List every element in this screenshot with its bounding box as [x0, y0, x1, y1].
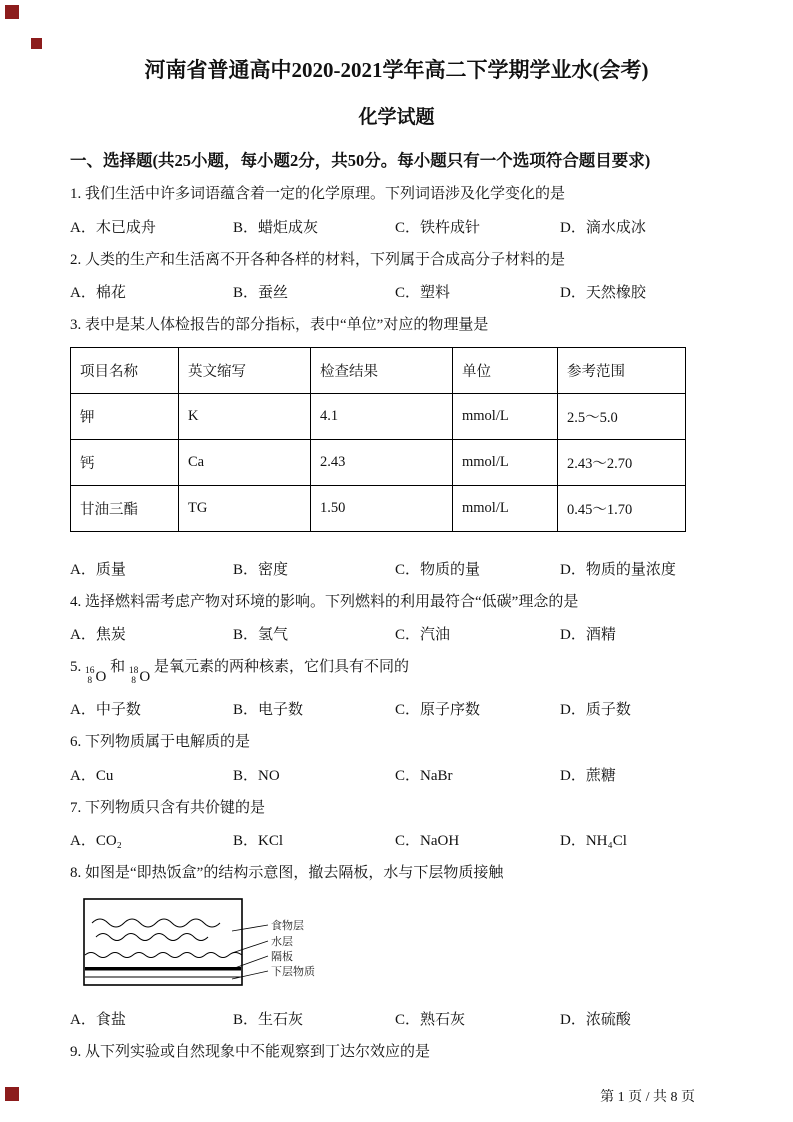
question-3-stem: 3. 表中是某人体检报告的部分指标，表中“单位”对应的物理量是	[70, 317, 489, 333]
question-6-stem: 6. 下列物质属于电解质的是	[70, 734, 251, 751]
page-title-line1: 河南省普通高中2020-2021学年高二下学期学业水(会考)	[144, 58, 649, 82]
option-b: B．电子数	[233, 702, 304, 719]
table-header-row	[71, 347, 686, 393]
table-cell: 2.43	[311, 439, 453, 485]
table-cell: 钾	[71, 393, 179, 439]
option-d: D．酒精	[560, 627, 616, 643]
question-3	[70, 314, 723, 579]
option-c: C．汽油	[395, 627, 451, 643]
option-a: A．棉花	[70, 285, 126, 301]
question-3-options	[70, 558, 723, 579]
question-7	[70, 797, 723, 851]
option-b: B．蚕丝	[233, 285, 289, 301]
option-b: B．蜡炬成灰	[233, 219, 319, 236]
question-4-options	[70, 623, 723, 644]
table-header-cell: 单位	[453, 347, 558, 393]
table-cell: 2.43～2.70	[558, 439, 686, 485]
isotope-mass-number: 18	[128, 666, 139, 676]
question-2	[70, 249, 723, 303]
table-row	[71, 439, 686, 485]
option-c: C．铁杵成针	[395, 219, 481, 236]
question-9-stem: 9. 从下列实验或自然现象中不能观察到丁达尔效应的是	[70, 1043, 431, 1060]
section-heading: 一、选择题(共25小题，每小题2分，共50分。每小题只有一个选项符合题目要求)	[70, 151, 651, 170]
option-d: D．物质的量浓度	[560, 561, 676, 578]
lunchbox-diagram-svg	[82, 893, 362, 993]
option-d: D．蔗糖	[560, 767, 616, 784]
option-a: A．焦炭	[70, 627, 126, 643]
option-c: C．NaOH	[395, 833, 460, 850]
option-d: D．NH₄Cl	[560, 833, 627, 850]
option-a: A．质量	[70, 561, 126, 578]
option-c: C．塑料	[395, 285, 451, 301]
table-cell: 钙	[71, 439, 179, 485]
table-row	[71, 485, 686, 531]
option-c: C．物质的量	[395, 561, 481, 578]
table-cell: mmol/L	[453, 439, 558, 485]
question-4	[70, 591, 723, 645]
table-cell: 0.45～1.70	[558, 485, 686, 531]
isotope-18-8-O	[129, 666, 150, 689]
option-a: A．中子数	[70, 702, 141, 719]
table-cell: K	[179, 393, 311, 439]
option-a: A．Cu	[70, 767, 114, 784]
question-7-stem: 7. 下列物质只含有共价键的是	[70, 799, 266, 816]
question-5-stem	[70, 656, 723, 688]
option-b: B．密度	[233, 561, 289, 578]
option-d: D．浓硫酸	[560, 1011, 631, 1028]
isotope-16-8-O	[85, 666, 106, 689]
page-number: 第 1 页 / 共 8 页	[600, 1090, 695, 1105]
label-food-layer: 食物层	[271, 919, 304, 932]
question-8	[70, 862, 723, 1029]
question-6-options	[70, 764, 723, 785]
question-9	[70, 1041, 723, 1064]
question-8-options	[70, 1008, 723, 1029]
isotope-symbol: O	[139, 668, 151, 685]
red-marker-bottom	[5, 1087, 19, 1101]
question-6	[70, 731, 723, 785]
option-a: A．CO₂	[70, 833, 122, 850]
isotope-atomic-number: 8	[131, 675, 136, 686]
option-c: C．原子序数	[395, 702, 481, 719]
page-title-line2: 化学试题	[358, 107, 435, 128]
question-5-options	[70, 698, 723, 719]
stem-text: 5.	[70, 659, 85, 675]
option-a: A．食盐	[70, 1011, 126, 1028]
question-5	[70, 656, 723, 719]
label-bottom-substance: 下层物质	[271, 965, 315, 978]
table-cell: 1.50	[311, 485, 453, 531]
table-cell: TG	[179, 485, 311, 531]
label-partition: 隔板	[271, 950, 293, 963]
question-8-stem: 8. 如图是“即热饭盒”的结构示意图，撤去隔板，水与下层物质接触	[70, 865, 504, 882]
red-marker-top-2	[31, 38, 42, 49]
table-header-cell: 参考范围	[558, 347, 686, 393]
table-header-cell: 检查结果	[311, 347, 453, 393]
table-row	[71, 393, 686, 439]
question-1-options	[70, 216, 723, 237]
health-report-table	[70, 347, 686, 532]
question-2-stem: 2. 人类的生产和生活离不开各种各样的材料，下列属于合成高分子材料的是	[70, 251, 566, 268]
table-cell: mmol/L	[453, 393, 558, 439]
table-cell: Ca	[179, 439, 311, 485]
red-marker-top-1	[5, 5, 19, 19]
option-d: D．天然橡胶	[560, 285, 646, 301]
question-1-stem: 1. 我们生活中许多词语蕴含着一定的化学原理。下列词语涉及化学变化的是	[70, 186, 566, 202]
table-cell: 2.5～5.0	[558, 393, 686, 439]
option-b: B．生石灰	[233, 1011, 304, 1028]
table-cell: 4.1	[311, 393, 453, 439]
question-7-options	[70, 829, 723, 850]
option-c: C．NaBr	[395, 767, 453, 784]
stem-text: 是氧元素的两种核素，它们具有不同的	[150, 659, 409, 675]
option-b: B．NO	[233, 767, 280, 784]
table-cell: mmol/L	[453, 485, 558, 531]
option-c: C．熟石灰	[395, 1011, 466, 1028]
table-header-cell: 英文缩写	[179, 347, 311, 393]
table-header-cell: 项目名称	[71, 347, 179, 393]
isotope-symbol: O	[95, 668, 107, 685]
option-a: A．木已成舟	[70, 219, 156, 236]
stem-text: 和	[106, 659, 129, 675]
table-cell: 甘油三酯	[71, 485, 179, 531]
option-d: D．滴水成冰	[560, 219, 646, 236]
isotope-mass-number: 16	[85, 666, 95, 676]
option-b: B．KCl	[233, 833, 284, 850]
question-2-options	[70, 281, 723, 302]
label-water-layer: 水层	[271, 935, 293, 948]
option-d: D．质子数	[560, 702, 631, 719]
question-1	[70, 183, 723, 237]
isotope-atomic-number: 8	[87, 675, 93, 686]
lunchbox-diagram	[82, 893, 723, 998]
question-4-stem: 4. 选择燃料需考虑产物对环境的影响。下列燃料的利用最符合“低碳”理念的是	[70, 593, 579, 610]
option-b: B．氢气	[233, 627, 289, 643]
